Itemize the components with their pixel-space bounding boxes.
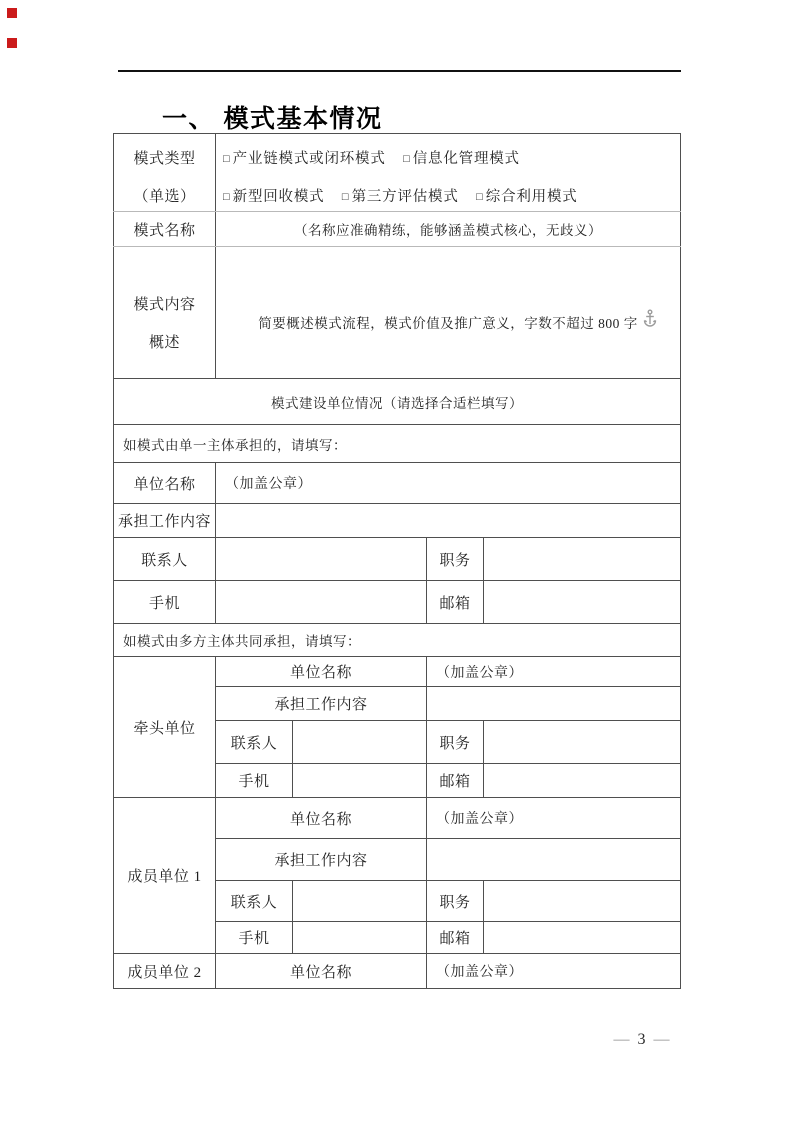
checkbox-icon[interactable]: □: [341, 191, 349, 203]
table-row: [114, 134, 681, 212]
header-rule: [118, 70, 681, 72]
member1-position-label-cell: 职务: [427, 881, 484, 922]
table-row: [114, 504, 681, 538]
anchor-icon: [643, 309, 657, 327]
contact-input-cell[interactable]: [216, 538, 427, 581]
member1-email-input-cell[interactable]: [484, 922, 681, 954]
table-row: [114, 425, 681, 463]
member1-contact-label-cell: 联系人: [216, 881, 293, 922]
checkbox-icon[interactable]: □: [476, 191, 483, 203]
table-row: [114, 247, 681, 379]
lead-position-input-cell[interactable]: [484, 721, 681, 764]
member1-contact-input-cell[interactable]: [293, 881, 427, 922]
checkbox-option-label: 新型回收模式: [232, 189, 325, 205]
section-title-cell: 模式建设单位情况（请选择合适栏填写）: [114, 379, 681, 425]
position-label-cell: 职务: [427, 538, 484, 581]
member1-unit-name-label-cell: 单位名称: [216, 798, 427, 839]
member1-mobile-input-cell[interactable]: [293, 922, 427, 954]
member2-label-cell: 成员单位 2: [114, 954, 216, 989]
checkbox-icon[interactable]: □: [403, 153, 410, 165]
position-input-cell[interactable]: [484, 538, 681, 581]
lead-contact-input-cell[interactable]: [293, 721, 427, 764]
table-row: [114, 212, 681, 247]
mode-name-input-cell[interactable]: （名称应准确精练，能够涵盖模式核心，无歧义）: [216, 212, 681, 247]
checkbox-option[interactable]: [223, 151, 386, 167]
lead-email-input-cell[interactable]: [484, 764, 681, 798]
mobile-input-cell[interactable]: [216, 581, 427, 624]
mode-summary-label-cell: [114, 247, 216, 379]
lead-unit-name-input-cell[interactable]: （加盖公章）: [427, 657, 681, 687]
table-row: [114, 538, 681, 581]
checkbox-option[interactable]: [342, 189, 459, 205]
table-row: [114, 379, 681, 425]
checkbox-icon[interactable]: □: [223, 191, 230, 203]
lead-email-label-cell: 邮箱: [427, 764, 484, 798]
footer-number: 3: [637, 1031, 647, 1048]
checkbox-option[interactable]: [476, 189, 577, 205]
checkbox-option[interactable]: [223, 189, 324, 205]
table-row: [114, 954, 681, 989]
unit-name-label-cell: 单位名称: [114, 463, 216, 504]
form-table: [113, 133, 681, 989]
member1-email-label-cell: 邮箱: [427, 922, 484, 954]
footer-dash: —: [653, 1031, 671, 1048]
member1-work-content-label-cell: 承担工作内容: [216, 839, 427, 881]
mode-summary-label-line1: 模式内容: [133, 297, 196, 313]
member1-mobile-label-cell: 手机: [216, 922, 293, 954]
lead-contact-label-cell: 联系人: [216, 721, 293, 764]
table-row: [114, 624, 681, 657]
lead-unit-label-cell: 牵头单位: [114, 657, 216, 798]
contact-label-cell: 联系人: [114, 538, 216, 581]
mode-summary-label-line2: 概述: [148, 335, 180, 351]
checkbox-icon[interactable]: □: [223, 153, 230, 165]
lead-position-label-cell: 职务: [427, 721, 484, 764]
table-row: [114, 798, 681, 839]
work-content-input-cell[interactable]: [216, 504, 681, 538]
lead-work-content-label-cell: 承担工作内容: [216, 687, 427, 721]
mode-type-label-cell: [114, 134, 216, 212]
single-party-intro-cell: 如模式由单一主体承担的，请填写：: [114, 425, 681, 463]
table-row: [114, 581, 681, 624]
lead-unit-name-label-cell: 单位名称: [216, 657, 427, 687]
email-label-cell: 邮箱: [427, 581, 484, 624]
mode-summary-input-cell[interactable]: [216, 247, 681, 379]
multi-party-intro-cell: 如模式由多方主体共同承担，请填写：: [114, 624, 681, 657]
checkbox-option-label: 信息化管理模式: [412, 151, 520, 167]
mode-name-label-cell: 模式名称: [114, 212, 216, 247]
member2-unit-name-input-cell[interactable]: （加盖公章）: [427, 954, 681, 989]
page-title: 一、 模式基本情况: [162, 105, 383, 133]
member1-work-content-input-cell[interactable]: [427, 839, 681, 881]
unit-name-input-cell[interactable]: （加盖公章）: [216, 463, 681, 504]
mode-type-options-cell: [216, 134, 681, 212]
footer-dash: —: [613, 1031, 631, 1048]
lead-work-content-input-cell[interactable]: [427, 687, 681, 721]
member1-unit-name-input-cell[interactable]: （加盖公章）: [427, 798, 681, 839]
lead-mobile-label-cell: 手机: [216, 764, 293, 798]
checkbox-option[interactable]: [403, 151, 520, 167]
red-mark-icon: [7, 38, 17, 48]
checkbox-option-label: 综合利用模式: [485, 189, 578, 205]
checkbox-option-label: 产业链模式或闭环模式: [232, 151, 386, 167]
lead-mobile-input-cell[interactable]: [293, 764, 427, 798]
mode-summary-hint: 简要概述模式流程，模式价值及推广意义，字数不超过 800 字: [258, 316, 638, 331]
table-row: [114, 463, 681, 504]
member2-unit-name-label-cell: 单位名称: [216, 954, 427, 989]
table-row: [114, 657, 681, 687]
mode-type-sublabel: （单选）: [133, 189, 196, 205]
mobile-label-cell: 手机: [114, 581, 216, 624]
mode-type-label: 模式类型: [133, 151, 196, 167]
work-content-label-cell: 承担工作内容: [114, 504, 216, 538]
checkbox-option-label: 第三方评估模式: [351, 189, 459, 205]
member1-position-input-cell[interactable]: [484, 881, 681, 922]
email-input-cell[interactable]: [484, 581, 681, 624]
member1-label-cell: 成员单位 1: [114, 798, 216, 954]
page-number: [600, 1031, 684, 1049]
red-mark-icon: [7, 8, 17, 18]
